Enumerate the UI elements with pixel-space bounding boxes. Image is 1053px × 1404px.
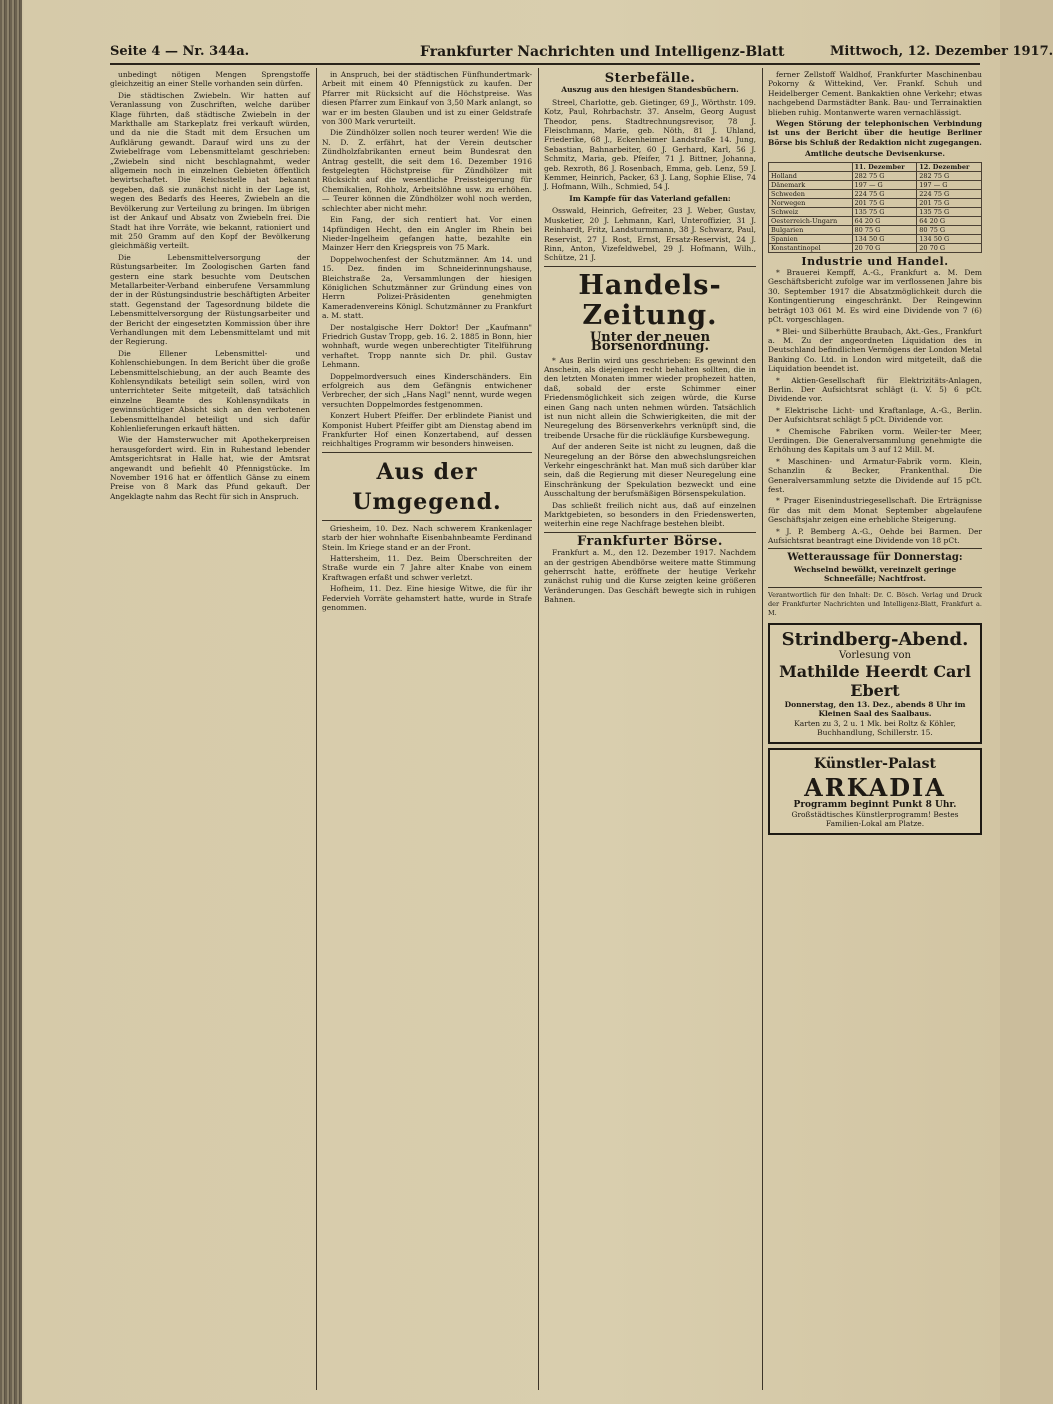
article-paragraph: Die Lebensmittelversorgung der Rüstungsarbeiter. Im Zoologischen Garten fand gestern eine stark besuchte vom Deutschen Metallarbeiter-Verband einberufene Versammlung der in der Rüstungsindustrie beschäftigten Arbeiter statt. Gegenstand der Tagesordnung bildete die Lebensmittelversorgung der Rüstungsarbeiter und der Bericht der eingesetzten Kommission über ihre Verhandlungen mit dem Lebensmittelamt und mit der Regierung. <box>110 252 310 347</box>
section-rule <box>544 532 756 533</box>
table-cell: 20 70 G <box>852 243 917 252</box>
ad-venue-name: ARKADIA <box>804 772 946 802</box>
table-cell: 197 — G <box>917 180 982 189</box>
table-row <box>769 180 982 189</box>
article-paragraph: Konzert Hubert Pfeiffer. Der erblindete Pianist und Komponist Hubert Pfeiffer gibt am Dienstag abend im Frankfurter Hof einen Konzertabend, auf dessen reichhaltiges Programm wir besonders hinweisen. <box>322 411 532 449</box>
article-paragraph: Hofheim, 11. Dez. Eine hiesige Witwe, die für ihr Federvieh Vorräte gehamstert hatte, wurde in Strafe genommen. <box>322 584 532 613</box>
table-cell: 197 — G <box>852 180 917 189</box>
section-rule <box>544 266 756 267</box>
table-cell: Holland <box>769 171 853 180</box>
article-paragraph: Die Zündhölzer sollen noch teurer werden! Wie die N. D. Z. erfährt, hat der Verein deutscher Zündholzfabrikanten erneut beim Bundesrat den Antrag gestellt, die seit dem 16. Dezember 1916 festgelegten Höchstpreise für Zündhölzer mit Rücksicht auf die wesentliche Preissteigerung für Chemikalien, Rohholz, Arbeitslöhne usw. zu erhöhen. — Teurer können die Zündhölzer wohl noch werden, schlechter aber nicht mehr. <box>322 128 532 213</box>
ad-date: Donnerstag, den 13. Dez., abends 8 Uhr im Kleinen Saal des Saalbaus. <box>784 699 966 719</box>
page-header <box>110 44 1053 64</box>
table-row <box>769 225 982 234</box>
article-paragraph: * Maschinen- und Armatur-Fabrik vorm. Klein, Schanzlin & Becker, Frankenthal. Die Generalversammlung setzte die Dividende auf 15 pCt. fest. <box>768 456 982 494</box>
article-paragraph: Doppelwochenfest der Schutzmänner. Am 14. und 15. Dez. finden im Schneiderinnungshause, Bleichstraße 2a, Versammlungen der hiesigen Königlichen Schutzmänner zur Gründung eines von Herrn Polizei-Präsidenten genehmigten Kameradenvereins Königl. Schutzmänner zu Frankfurt a. M. statt. <box>322 254 532 321</box>
weather-forecast: Wechselnd bewölkt, vereinzelt geringe Schneefälle; Nachtfrost. <box>793 564 957 584</box>
table-cell: 80 75 G <box>917 225 982 234</box>
ad-subtitle: Vorlesung von <box>839 649 911 661</box>
table-row <box>769 243 982 252</box>
book-binding-edge <box>0 0 22 1404</box>
advertisement-strindberg <box>768 623 982 744</box>
article-paragraph: Griesheim, 10. Dez. Nach schwerem Krankenlager starb der hier wohnhafte Eisenbahnbeamte Ferdinand Stein. Im Kriege stand er an der Front. <box>322 523 532 552</box>
table-cell: Schweden <box>769 189 853 198</box>
trade-subtitle: Unter der neuen Börsenordnung. <box>589 329 711 355</box>
article-paragraph: * Aktien-Gesellschaft für Elektrizitäts-Anlagen, Berlin. Der Aufsichtsrat schlägt (i. V. 5) 6 pCt. Dividende vor. <box>768 375 982 404</box>
section-subtitle-fallen: Im Kampfe für das Vaterland gefallen: <box>569 193 731 203</box>
section-title-industry: Industrie und Handel. <box>801 254 949 268</box>
table-cell: 224 75 G <box>917 189 982 198</box>
article-paragraph: * J. P. Bemberg A.-G., Oehde bei Barmen. Der Aufsichtsrat beantragt eine Dividende von 18 pCt. <box>768 526 982 546</box>
imprint: Verantwortlich für den Inhalt: Dr. C. Bösch. Verlag und Druck der Frankfurter Nachrichten und Intelligenz-Blatt, Frankfurt a. M. <box>768 590 982 618</box>
table-row <box>769 234 982 243</box>
table-cell: 135 75 G <box>917 207 982 216</box>
table-cell: 80 75 G <box>852 225 917 234</box>
article-paragraph: Hattersheim, 11. Dez. Beim Überschreiten der Straße wurde ein 7 Jahre alter Knabe von einem Kraftwagen erfaßt und schwer verletzt. <box>322 554 532 582</box>
table-header-row <box>769 162 982 171</box>
article-paragraph: * Brauerei Kempff, A.-G., Frankfurt a. M. Dem Geschäftsbericht zufolge war im verflossenen Jahre bis 30. September 1917 die Absatzmöglichkeit durch die Kontingentierung eingeschränkt. Der Reingewinn beträgt 103 061 M. Es wird eine Dividende von 7 (6) pCt. vorgeschlagen. <box>768 268 982 325</box>
section-rule <box>322 520 532 521</box>
article-paragraph: * Elektrische Licht- und Kraftanlage, A.-G., Berlin. Der Aufsichtsrat schlägt 5 pCt. Dividende vor. <box>768 405 982 425</box>
issue-date: Mittwoch, 12. Dezember 1917. <box>830 44 1053 59</box>
table-row <box>769 216 982 225</box>
column-divider <box>762 68 763 1390</box>
table-cell: Konstantinopel <box>769 243 853 252</box>
header-rule <box>110 63 980 65</box>
article-paragraph: * Aus Berlin wird uns geschrieben: Es gewinnt den Anschein, als diejenigen recht behalten sollten, die in den letzten Monaten immer wieder prophezeit hatten, daß, sobald der erste Schimmer einer Friedensmöglichkeit sich zeigen würde, die Kurse einen Gang nach unten nehmen würden. Tatsächlich ist nun nicht allein die Schwierigkeiten, die mit der Neuregelung des Börsenverkehrs verknüpft sind, die treibende Ursache für die rückläufige Kursbewegung. <box>544 355 756 440</box>
article-paragraph: * Prager Eisenindustriegesellschaft. Die Erträgnisse für das mit dem Monat September abgelaufene Geschäftsjahr zeigen eine erhebliche Steigerung. <box>768 496 982 525</box>
table-cell: Norwegen <box>769 198 853 207</box>
table-cell: 20 70 G <box>917 243 982 252</box>
weather-title: Wetteraussage für Donnerstag: <box>787 552 963 564</box>
table-row <box>769 171 982 180</box>
ad-program: Programm beginnt Punkt 8 Uhr. <box>793 799 957 810</box>
table-header-cell: 12. Dezember <box>917 162 982 171</box>
table-row <box>769 198 982 207</box>
table-row <box>769 189 982 198</box>
section-subtitle: Auszug aus den hiesigen Standesbüchern. <box>561 85 739 95</box>
article-paragraph: Der nostalgische Herr Doktor! Der „Kaufmann" Friedrich Gustav Tropp, geb. 16. 2. 1885 in Bonn, hier wohnhaft, wurde wegen unberechtigter Titelführung verhaftet. Tropp nannte sich Dr. phil. Gustav Lehmann. <box>322 322 532 370</box>
table-header-cell: 11. Dezember <box>852 162 917 171</box>
article-paragraph: unbedingt nötigen Mengen Sprengstoffe gleichzeitig an einer Stelle vorhanden sein dürfen. <box>110 70 310 89</box>
article-paragraph: * Chemische Fabriken vorm. Weiler-ter Meer, Uerdingen. Die Generalversammlung genehmigte die Erhöhung des Kapitals um 3 auf 12 Mill. M. <box>768 426 982 455</box>
article-paragraph: Doppelmordversuch eines Kinderschänders. Ein erfolgreich aus dem Gefängnis entwichener Verbrecher, der sich „Hans Nagl" nennt, wurde wegen versuchten Doppelmordes festgenommen. <box>322 371 532 409</box>
column-2 <box>322 70 532 1390</box>
column-3 <box>544 70 756 1390</box>
table-cell: 135 75 G <box>852 207 917 216</box>
fallen-soldiers-list: Osswald, Heinrich, Gefreiter, 23 J. Weber, Gustav, Musketier, 20 J. Lehmann, Karl, Unteroffizier, 31 J. Reinhardt, Fritz, Landsturmmann, 38 J. Schwarz, Paul, Reservist, 27 J. Rost, Ernst, Ersatz-Reservist, 24 J. Rinn, Anton, Vizefeldwebel, 29 J. Hofmann, Wilh., Schütze, 21 J. <box>544 206 756 263</box>
column-1 <box>110 70 310 1390</box>
table-cell: 134 50 G <box>917 234 982 243</box>
notice-paragraph: Wegen Störung der telephonischen Verbindung ist uns der Bericht über die heutige Berliner Börse bis Schluß der Redaktion nicht zugegangen. <box>768 119 982 147</box>
rates-title: Amtliche deutsche Devisenkurse. <box>804 149 945 159</box>
page-number-label: Seite 4 — Nr. 344a. <box>110 44 250 59</box>
section-title-deaths: Sterbefälle. <box>604 71 696 86</box>
ad-subtitle: Großstädtisches Künstlerprogramm! Bestes Familien-Lokal am Platze. <box>791 809 959 829</box>
ad-names: Mathilde Heerdt Carl Ebert <box>779 661 971 700</box>
table-cell: 134 50 G <box>852 234 917 243</box>
table-cell: 201 75 G <box>852 198 917 207</box>
article-paragraph: * Blei- und Silberhütte Braubach, Akt.-Ges., Frankfurt a. M. Zu der angeordneten Liquidation des in Deutschland befindlichen Vermögens der London Metal Banking Co. Ltd. in London wird mitgeteilt, daß die Liquidation beendet ist. <box>768 326 982 374</box>
section-title-bourse: Frankfurter Börse. <box>577 533 723 549</box>
section-rule <box>768 587 982 588</box>
table-cell: Bulgarien <box>769 225 853 234</box>
article-paragraph: Die städtischen Zwiebeln. Wir hatten auf Veranlassung von Zuschriften, welche darüber Klage führten, daß städtische Zwiebeln in der Markthalle am Starkeplatz frei verkauft würden, und da nie die Stadt mit dem Ersuchen um Aufklärung gewandt. Darauf wird uns zu der Zwiebelfrage vom Lebensmittelamt geschrieben: „Zwiebeln sind nicht beschlagnahmt, weder allgemein noch in einzelnen Gebieten öffentlich bewirtschaftet. Die Reichsstelle hat bekannt gegeben, daß sie zunächst nicht in der Lage ist, wegen des Bedarfs des Heeres, Zwiebeln an die Bevölkerung zur Verteilung zu bringen. Im übrigen ist der Ankauf und Absatz von Zwiebeln frei. Die Stadt hat ihre Vorräte, wie bekannt, rationiert und mit 250 Gramm auf den Kopf der Bevölkerung gleichmäßig verteilt. <box>110 90 310 251</box>
article-paragraph: Wie der Hamsterwucher mit Apothekerpreisen herausgefordert wird. Ein in Ruhestand lebender Amtsgerichtsrat in Halle hat, wie der Amtsrat angewandt und befiehlt 40 Pfennigstücke. Im November 1916 hat er öffentlich Gänse zu einem Preise von 8 Mark das Pfund gekauft. Der Angeklagte nahm das Recht für sich in Anspruch. <box>110 435 310 501</box>
masthead-title: Frankfurter Nachrichten und Intelligenz-Blatt <box>420 44 785 60</box>
column-divider <box>316 68 317 1390</box>
death-notices: Streel, Charlotte, geb. Gietinger, 69 J., Wörthstr. 109. Kotz, Paul, Rohrbachstr. 37. Anselm, Georg August Theodor, pens. Stadtrechnungsrevisor, 78 J. Fleischmann, Marie, geb. Nöth, 81 J. Uhland, Friederike, 68 J., Eckenheimer Landstraße 14. Jung, Sebastian, Bahnarbeiter, 60 J. Gerhard, Karl, 56 J. Schmitz, Maria, geb. Pfeifer, 71 J. Bittner, Johanna, geb. Rexroth, 86 J. Rosenbach, Emma, geb. Lenz, 59 J. Kemmer, Heinrich, Packer, 63 J. Lang, Sophie Elise, 74 J. Hofmann, Wilh., Schmied, 54 J. <box>544 97 756 192</box>
table-row <box>769 207 982 216</box>
column-4 <box>768 70 982 1390</box>
table-cell: Schweiz <box>769 207 853 216</box>
table-cell: 64 20 G <box>852 216 917 225</box>
section-rule <box>768 548 982 549</box>
section-title-umgegend: Aus der Umgegend. <box>352 458 502 515</box>
table-cell: 201 75 G <box>917 198 982 207</box>
table-cell: 64 20 G <box>917 216 982 225</box>
table-cell: 282 75 G <box>917 171 982 180</box>
ad-title: Strindberg-Abend. <box>781 628 969 650</box>
article-paragraph: Auf der anderen Seite ist nicht zu leugnen, daß die Neuregelung an der Börse den abwechslungsreichen Verkehr eingeschränkt hat. Man muß sich darüber klar sein, daß die Regierung mit dieser Neuregelung eine Einschränkung der Spekulation bezweckt und eine Ausschaltung der berufsmäßigen Börsenspekulation. <box>544 442 756 499</box>
article-paragraph: Das schließt freilich nicht aus, daß auf einzelnen Marktgebieten, so besonders in den Friedenswerten, weiterhin eine rege Nachfrage bestehen bleibt. <box>544 500 756 529</box>
advertisement-arkadia <box>768 748 982 835</box>
currency-rates-table <box>768 162 982 253</box>
ad-tickets: Karten zu 3, 2 u. 1 Mk. bei Roltz & Köhler, Buchhandlung, Schillerstr. 15. <box>794 718 956 738</box>
table-header-cell <box>769 162 853 171</box>
ad-title: Künstler-Palast <box>814 755 936 772</box>
table-cell: Spanien <box>769 234 853 243</box>
column-divider <box>538 68 539 1390</box>
table-cell: 282 75 G <box>852 171 917 180</box>
section-rule <box>322 452 532 453</box>
article-paragraph: Frankfurt a. M., den 12. Dezember 1917. Nachdem an der gestrigen Abendbörse weitere matte Stimmung geherrscht hatte, eröffnete der heutige Verkehr zunächst ruhig und die Kurse zeigten keine größeren Veränderungen. Das Geschäft bewegte sich in ruhigen Bahnen. <box>544 548 756 605</box>
article-paragraph: Ein Fang, der sich rentiert hat. Vor einen 14pfündigen Hecht, den ein Angler im Rhein bei Nieder-Ingelheim gefangen hatte, bezahlte ein Mainzer Herr den Kriegspreis von 75 Mark. <box>322 215 532 253</box>
article-paragraph: in Anspruch, bei der städtischen Fünfhundertmark-Arbeit mit einem 40 Pfennigstück zu kaufen. Der Pfarrer mit Rücksicht auf die Höchstpreise. Was diesen Pfarrer zum Einkauf von 3,50 Mark anlangt, so war er im besten Glauben und ist zu einer Geldstrafe von 300 Mark verurteilt. <box>322 70 532 127</box>
article-paragraph: ferner Zellstoff Waldhof, Frankfurter Maschinenbau Pokorny & Wittekind, Ver. Frankf. Schuh und Heidelberger Cement. Bankaktien ohne Verkehr; etwas nachgebend Darmstädter Bank. Bau- und Terrainaktien blieben ruhig. Montanwerte waren vernachlässigt. <box>768 70 982 117</box>
table-cell: Oesterreich-Ungarn <box>769 216 853 225</box>
article-paragraph: Die Ellener Lebensmittel- und Kohlenschiebungen. In dem Bericht über die große Lebensmittelschiebung, an der auch Beamte des Kohlensyndikats beteiligt sein sollen, wird von unterrichteter Seite mitgeteilt, daß tatsächlich einzelne Beamte des Kohlensyndikats in gewinnsüchtiger Absicht sich an den verbotenen Lebensmittelhandel beteiligt und sich dafür Kohlenlieferungen erkauft hätten. <box>110 348 310 434</box>
table-cell: 224 75 G <box>852 189 917 198</box>
section-title-trade: Handels-Zeitung. <box>578 269 722 331</box>
table-cell: Dänemark <box>769 180 853 189</box>
